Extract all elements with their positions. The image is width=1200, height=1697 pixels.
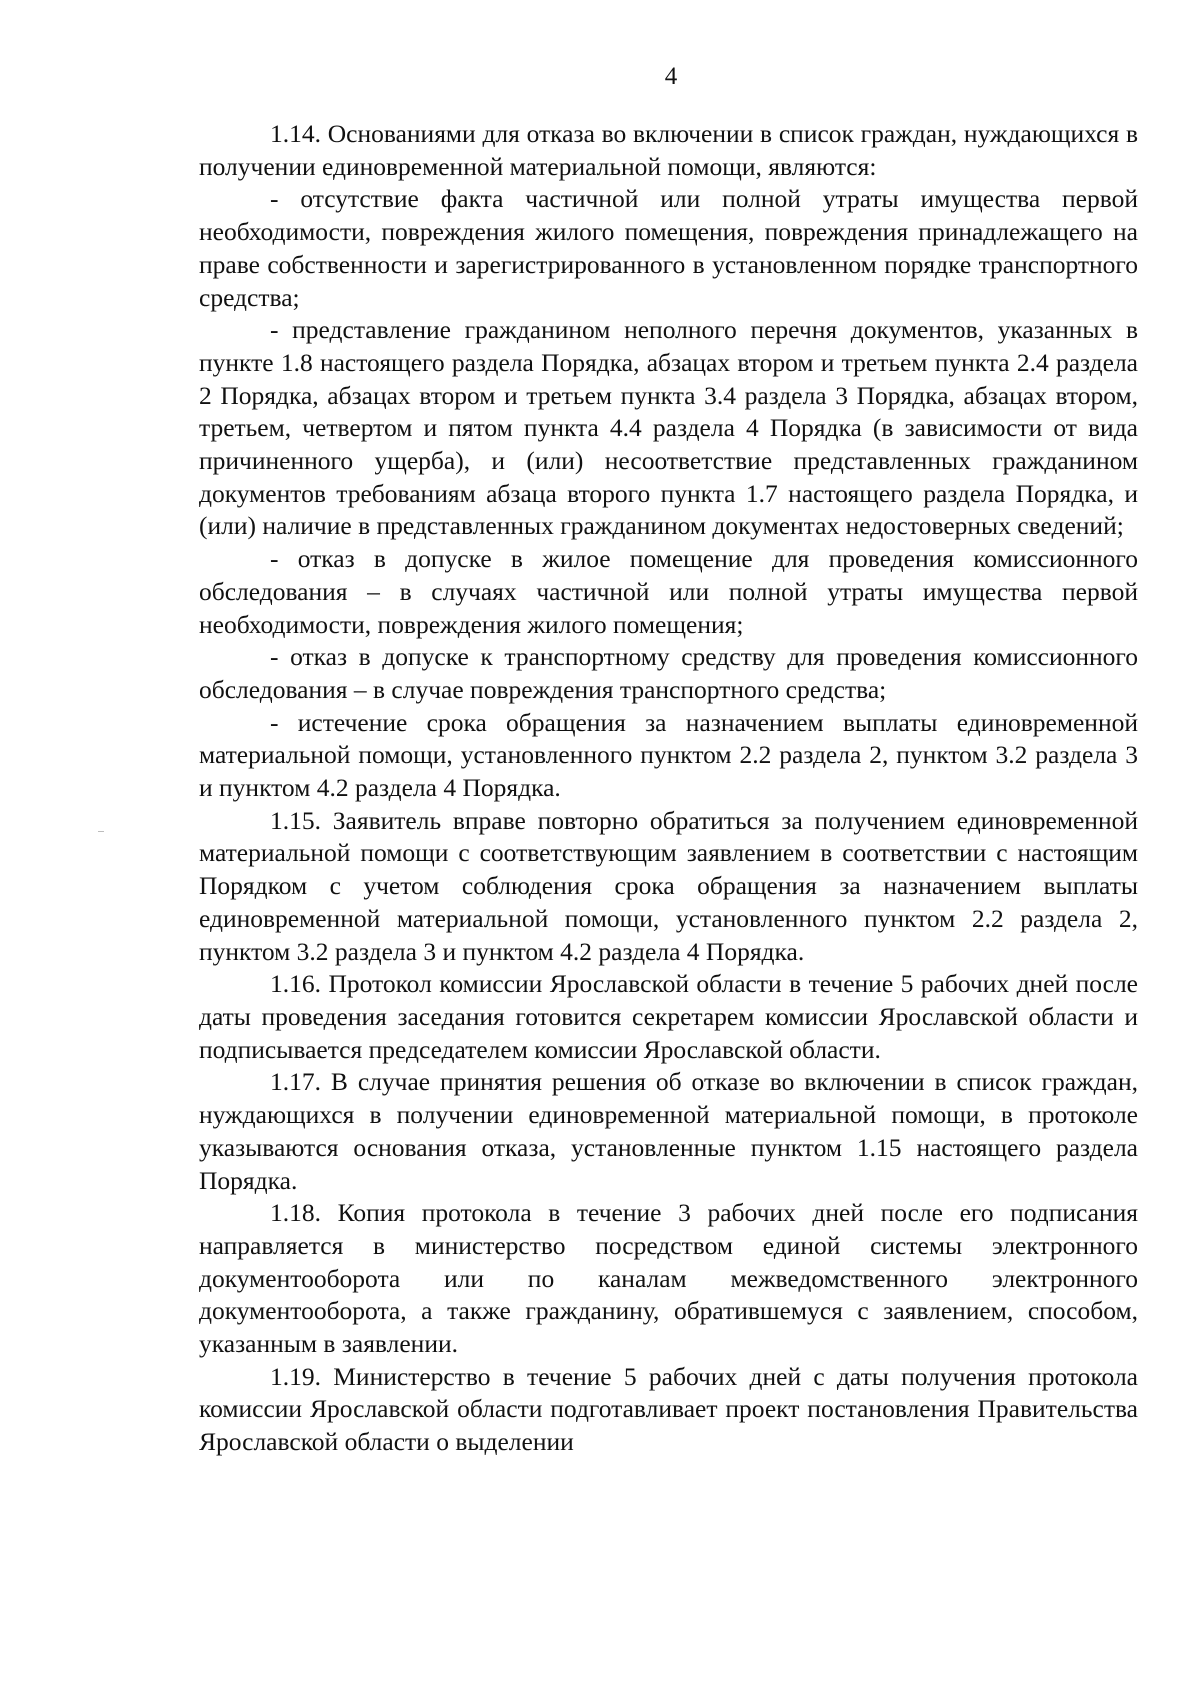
- list-item-housing-access-refusal: - отказ в допуске в жилое помещение для проведения комиссионного обследования – в случаях частичной или полной утраты имущества первой необходимости, повреждения жилого помещения;: [199, 544, 1138, 639]
- list-item-deadline-expired: - истечение срока обращения за назначением выплаты единовременной материальной помощи, установленного пунктом 2.2 раздела 2, пунктом 3.2 раздела 3 и пунктом 4.2 раздела 4 Порядка.: [199, 707, 1138, 803]
- page-number: 4: [664, 63, 678, 90]
- document-body: [199, 118, 1138, 1459]
- paragraph-1-15: 1.15. Заявитель вправе повторно обратиться за получением единовременной материальной помощи с соответствующим заявлением в соответствии с настоящим Порядком с учетом соблюдения срока обращения за назначением выплаты единовременной материальной помощи, установленного пунктом 2.2 раздела 2, пунктом 3.2 раздела 3 и пунктом 4.2 раздела 4 Порядка.: [199, 805, 1138, 966]
- paragraph-1-14: 1.14. Основаниями для отказа во включении в список граждан, нуждающихся в получении единовременной материальной помощи, являются:: [199, 119, 1138, 181]
- paragraph-1-18: 1.18. Копия протокола в течение 3 рабочих дней после его подписания направляется в министерство посредством единой системы электронного документооборота или по каналам межведомственного электронного документооборота, а также гражданину, обратившемуся с заявлением, способом, указанным в заявлении.: [199, 1198, 1138, 1359]
- list-item-no-loss: - отсутствие факта частичной или полной утраты имущества первой необходимости, повреждения жилого помещения, повреждения принадлежащего на праве собственности и зарегистрированного в установленном порядке транспортного средства;: [199, 184, 1138, 312]
- paragraph-1-16: 1.16. Протокол комиссии Ярославской области в течение 5 рабочих дней после даты проведения заседания готовится секретарем комиссии Ярославской области и подписывается председателем комиссии Ярославской области.: [199, 969, 1138, 1064]
- list-item-incomplete-documents: - представление гражданином неполного перечня документов, указанных в пункте 1.8 настоящего раздела Порядка, абзацах втором и третьем пункта 2.4 раздела 2 Порядка, абзацах втором и третьем пункта 3.4 раздела 3 Порядка, абзацах втором, третьем, четвертом и пятом пункта 4.4 раздела 4 Порядка (в зависимости от вида причиненного ущерба), и (или) несоответствие представленных гражданином документов требованиям абзаца второго пункта 1.7 настоящего раздела Порядка, и (или) наличие в представленных гражданином документах недостоверных сведений;: [199, 315, 1138, 541]
- scan-artifact-mark: [98, 831, 104, 832]
- paragraph-1-19: 1.19. Министерство в течение 5 рабочих дней с даты получения протокола комиссии Ярославской области подготавливает проект постановления Правительства Ярославской области о выделении: [199, 1361, 1138, 1457]
- list-item-vehicle-access-refusal: - отказ в допуске к транспортному средству для проведения комиссионного обследования – в случае повреждения транспортного средства;: [199, 642, 1138, 704]
- paragraph-1-17: 1.17. В случае принятия решения об отказе во включении в список граждан, нуждающихся в получении единовременной материальной помощи, в протоколе указываются основания отказа, установленные пунктом 1.15 настоящего раздела Порядка.: [199, 1067, 1138, 1195]
